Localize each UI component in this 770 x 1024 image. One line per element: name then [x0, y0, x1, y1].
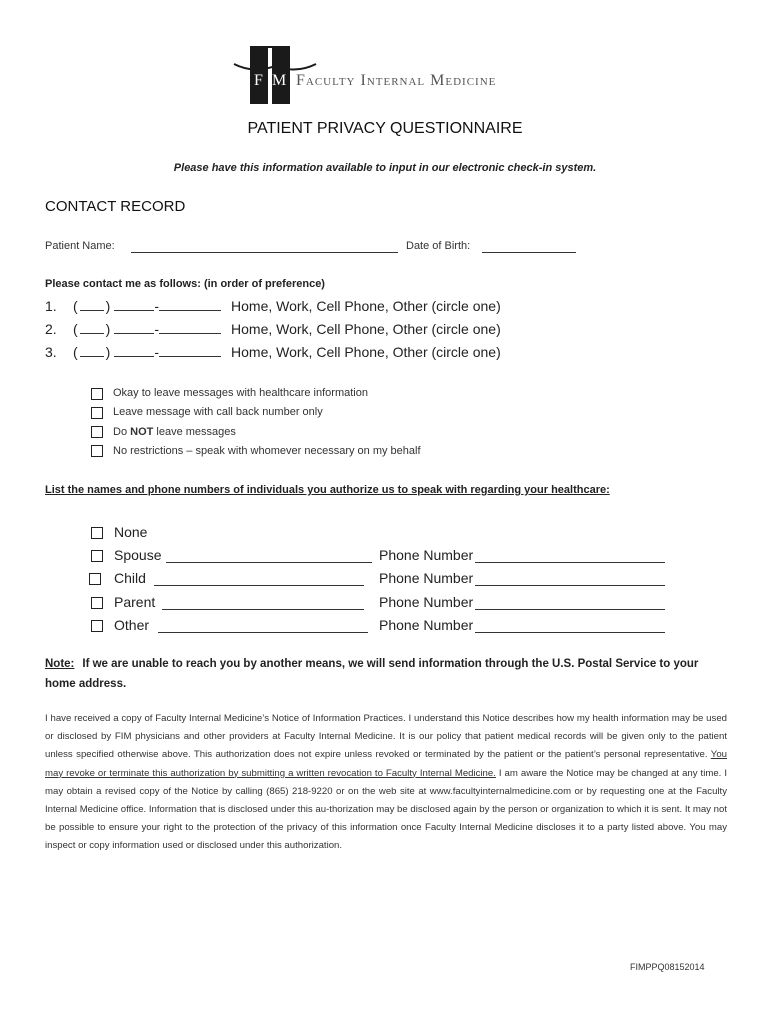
message-option-label	[113, 426, 236, 438]
other-name-field[interactable]	[158, 632, 368, 633]
parent-checkbox[interactable]	[91, 597, 103, 609]
message-option-label: Okay to leave messages with healthcare information	[113, 387, 368, 399]
none-label: None	[114, 524, 148, 540]
spouse-label: Spouse	[114, 547, 162, 563]
paragraph-part1: I have received a copy of Faculty Internal Medicine’s Notice of Information Practices. I understand this Notice describes how my health information may be used or disclosed by FIM physicians and other providers at Faculty Internal Medicine. It is our policy that patient medical records will be given only to the patient unless specified otherwise above. This authorization does not expire unless revoked or terminated by the patient or the patient’s personal representative.	[45, 713, 727, 761]
phone-type-options[interactable]: Home, Work, Cell Phone, Other (circle one)	[231, 344, 501, 360]
authorization-paragraph	[45, 710, 727, 856]
message-option-checkbox[interactable]	[91, 407, 103, 419]
dob-field[interactable]	[482, 252, 576, 253]
phone-line-field[interactable]	[159, 298, 221, 311]
parent-phone-field[interactable]	[475, 609, 665, 610]
spouse-phone-field[interactable]	[475, 562, 665, 563]
child-phone-field[interactable]	[475, 585, 665, 586]
note-label: Note:	[45, 658, 75, 670]
child-checkbox[interactable]	[89, 573, 101, 585]
phone-prefix-field[interactable]	[114, 298, 154, 311]
phone-close-paren: )	[105, 298, 111, 314]
child-name-field[interactable]	[154, 585, 364, 586]
parent-phone-label: Phone Number	[379, 594, 474, 610]
message-option-checkbox[interactable]	[91, 426, 103, 438]
phone-type-options[interactable]: Home, Work, Cell Phone, Other (circle one)	[231, 298, 501, 314]
area-code-field[interactable]	[80, 344, 104, 357]
phone-row	[45, 298, 501, 314]
message-option-label: No restrictions – speak with whomever necessary on my behalf	[113, 445, 421, 457]
message-option-checkbox[interactable]	[91, 388, 103, 400]
paragraph-part2: I am aware the Notice may be changed at any time. I may obtain a revised copy of the Notice by calling (865) 218-9220 or on the web site at www.facultyinternalmedicine.com or by requesting one at the Faculty Internal Medicine office. Information that is disclosed under this au-thorization may be disclosed again by the person or organization to which it is sent. It may not be possible to ensure your right to the protection of the privacy of this information once Faculty Internal Medicine discloses it to a party listed above. You may inspect or copy information used or disclosed under this authorization.	[45, 767, 727, 852]
phone-open-paren: (	[73, 321, 78, 337]
other-phone-field[interactable]	[475, 632, 665, 633]
dob-label: Date of Birth:	[406, 240, 471, 252]
spouse-phone-label: Phone Number	[379, 547, 474, 563]
note-text: If we are unable to reach you by another means, we will send information through the U.S. Postal Service to your home address.	[45, 658, 699, 690]
do-not-prefix: Do	[113, 426, 131, 438]
other-checkbox[interactable]	[91, 620, 103, 632]
form-code: FIMPPQ08152014	[630, 962, 705, 972]
message-option-checkbox[interactable]	[91, 445, 103, 457]
do-not-suffix: leave messages	[153, 426, 236, 438]
spouse-checkbox[interactable]	[91, 550, 103, 562]
parent-name-field[interactable]	[162, 609, 364, 610]
message-option-label: Leave message with call back number only	[113, 406, 323, 418]
phone-row-number: 3.	[45, 344, 57, 360]
do-not-emphasis: NOT	[130, 426, 154, 438]
page-title: PATIENT PRIVACY QUESTIONNAIRE	[247, 120, 523, 137]
patient-name-label: Patient Name:	[45, 240, 115, 252]
preference-heading: Please contact me as follows: (in order of preference)	[45, 278, 325, 290]
phone-type-options[interactable]: Home, Work, Cell Phone, Other (circle one)	[231, 321, 501, 337]
area-code-field[interactable]	[80, 298, 104, 311]
phone-line-field[interactable]	[159, 344, 221, 357]
phone-prefix-field[interactable]	[114, 321, 154, 334]
phone-row	[45, 321, 501, 337]
logo-name: Faculty Internal Medicine	[296, 72, 497, 89]
paragraph-revocation: You may revoke or terminate this authorization by submitting a written revocation to Faculty Internal Medicine.	[45, 749, 727, 779]
none-checkbox[interactable]	[91, 527, 103, 539]
phone-dash: -	[154, 321, 160, 337]
phone-open-paren: (	[73, 344, 78, 360]
phone-close-paren: )	[105, 321, 111, 337]
child-label: Child	[114, 570, 146, 586]
child-phone-label: Phone Number	[379, 570, 474, 586]
postal-note	[45, 654, 725, 694]
other-phone-label: Phone Number	[379, 617, 474, 633]
logo-letter-m: M	[272, 72, 287, 89]
patient-name-field[interactable]	[131, 252, 398, 253]
area-code-field[interactable]	[80, 321, 104, 334]
phone-dash: -	[154, 344, 160, 360]
phone-line-field[interactable]	[159, 321, 221, 334]
phone-prefix-field[interactable]	[114, 344, 154, 357]
parent-label: Parent	[114, 594, 156, 610]
other-label: Other	[114, 617, 150, 633]
phone-row-number: 2.	[45, 321, 57, 337]
phone-dash: -	[154, 298, 160, 314]
page-subtitle: Please have this information available to input in our electronic check-in system.	[173, 162, 597, 174]
phone-row	[45, 344, 501, 360]
phone-close-paren: )	[105, 344, 111, 360]
authorize-heading: List the names and phone numbers of individuals you authorize us to speak with regarding your healthcare:	[45, 484, 610, 496]
phone-open-paren: (	[73, 298, 78, 314]
section-heading: CONTACT RECORD	[45, 198, 186, 215]
spouse-name-field[interactable]	[166, 562, 372, 563]
phone-row-number: 1.	[45, 298, 57, 314]
logo-letter-f: F	[254, 72, 263, 89]
